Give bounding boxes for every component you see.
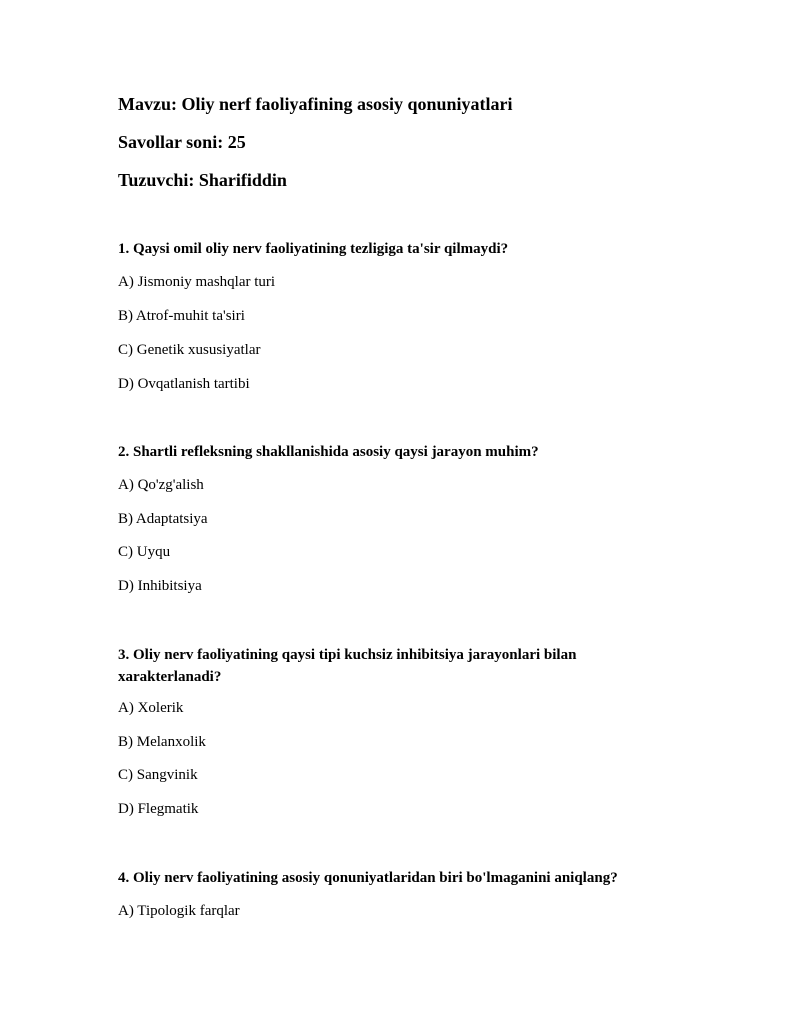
- question-1-option-a: A) Jismoniy mashqlar turi: [118, 274, 276, 290]
- question-3-option-b: B) Melanxolik: [118, 734, 206, 750]
- question-count: Savollar soni: 25: [118, 132, 246, 152]
- question-3: 3. Oliy nerv faoliyatining qaysi tipi kuchsiz inhibitsiya jarayonlari bilan xarakterlanadi?: [118, 647, 577, 685]
- question-2-option-a: A) Qo'zg'alish: [118, 477, 204, 493]
- topic-heading: Mavzu: Oliy nerf faoliyafining asosiy qonuniyatlari: [118, 94, 513, 114]
- question-3-option-a: A) Xolerik: [118, 700, 184, 716]
- question-1: 1. Qaysi omil oliy nerv faoliyatining tezligiga ta'sir qilmaydi?: [118, 241, 509, 257]
- author-line: Tuzuvchi: Sharifiddin: [118, 170, 287, 190]
- question-3-option-c: C) Sangvinik: [118, 767, 198, 783]
- question-2: 2. Shartli refleksning shakllanishida asosiy qaysi jarayon muhim?: [118, 444, 539, 460]
- question-2-option-b: B) Adaptatsiya: [118, 511, 208, 527]
- question-4: 4. Oliy nerv faoliyatining asosiy qonuniyatlaridan biri bo'lmaganini aniqlang?: [118, 870, 618, 886]
- question-1-option-c: C) Genetik xususiyatlar: [118, 342, 261, 358]
- question-4-option-a: A) Tipologik farqlar: [118, 903, 240, 919]
- question-2-option-d: D) Inhibitsiya: [118, 578, 202, 594]
- question-2-option-c: C) Uyqu: [118, 544, 171, 560]
- question-1-option-d: D) Ovqatlanish tartibi: [118, 376, 250, 392]
- question-1-option-b: B) Atrof-muhit ta'siri: [118, 308, 245, 324]
- question-3-option-d: D) Flegmatik: [118, 801, 199, 817]
